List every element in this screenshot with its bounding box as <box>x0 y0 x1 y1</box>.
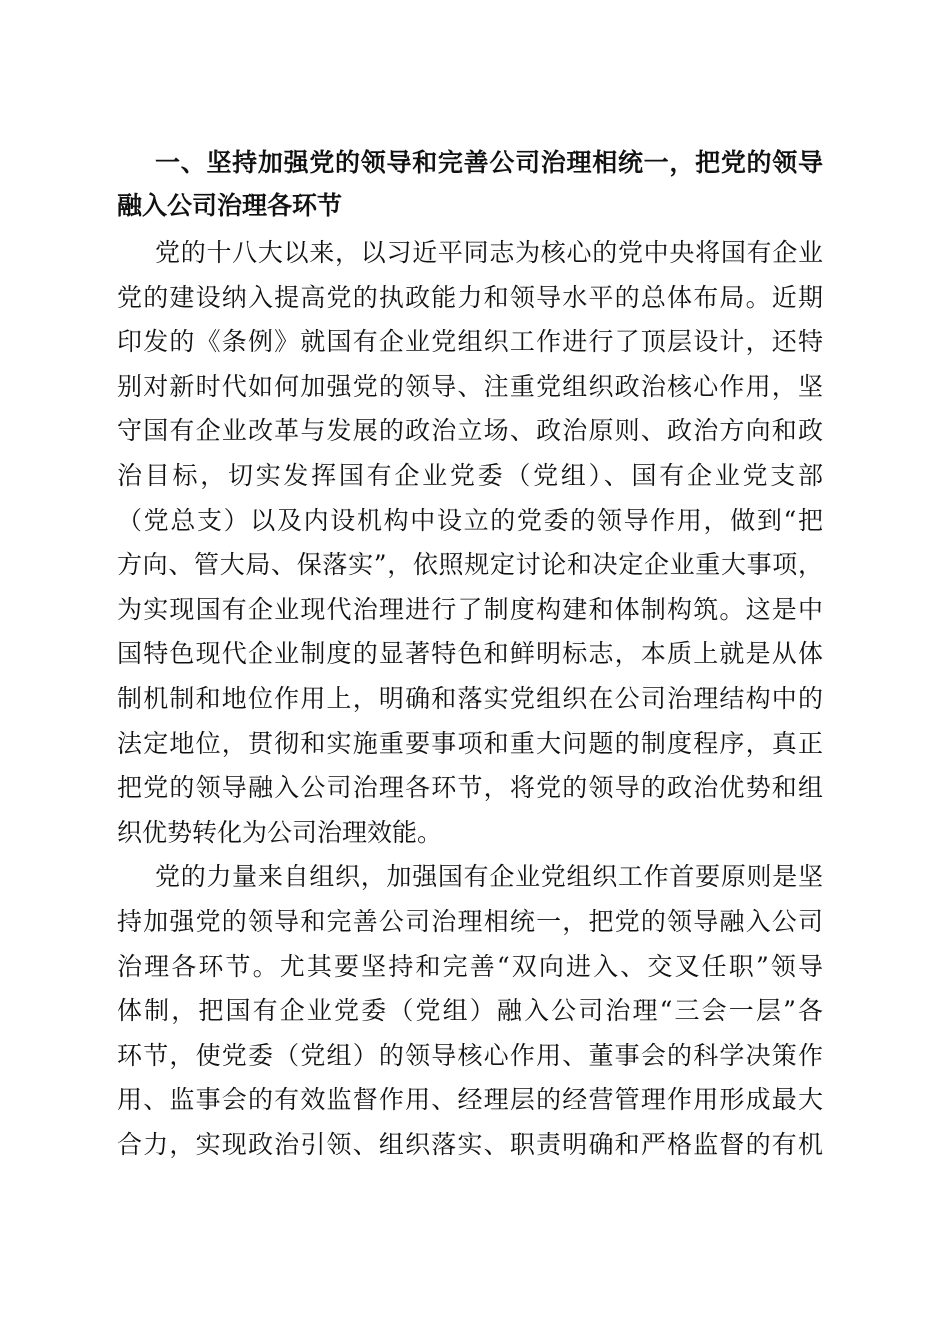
section-heading-line: 一、坚持加强党的领导和完善公司治理相统一，把党的领导 <box>155 148 823 177</box>
paragraph-line: 守国有企业改革与发展的政治立场、政治原则、政治方向和政 <box>117 416 823 445</box>
paragraph-line: 为实现国有企业现代治理进行了制度构建和体制构筑。这是中 <box>117 595 823 624</box>
paragraph-line: 治目标，切实发挥国有企业党委（党组）、国有企业党支部 <box>117 461 823 490</box>
paragraph-line: 党的建设纳入提高党的执政能力和领导水平的总体布局。近期 <box>117 283 823 312</box>
paragraph-line: 治理各环节。尤其要坚持和完善“双向进入、交叉任职”领导 <box>117 952 823 981</box>
paragraph-line: 国特色现代企业制度的显著特色和鲜明标志，本质上就是从体 <box>117 639 823 668</box>
paragraph-line: 织优势转化为公司治理效能。 <box>117 818 443 847</box>
paragraph-line: 把党的领导融入公司治理各环节，将党的领导的政治优势和组 <box>117 773 823 802</box>
paragraph-line: 别对新时代如何加强党的领导、注重党组织政治核心作用，坚 <box>117 372 823 401</box>
section-heading-line: 融入公司治理各环节 <box>117 191 343 220</box>
paragraph-line: 党的力量来自组织，加强国有企业党组织工作首要原则是坚 <box>155 862 823 891</box>
paragraph-line: 合力，实现政治引领、组织落实、职责明确和严格监督的有机 <box>117 1130 823 1159</box>
paragraph-line: （党总支）以及内设机构中设立的党委的领导作用，做到“把 <box>117 506 823 535</box>
paragraph-line: 持加强党的领导和完善公司治理相统一，把党的领导融入公司 <box>117 907 823 936</box>
paragraph-line: 印发的《条例》就国有企业党组织工作进行了顶层设计，还特 <box>117 327 823 356</box>
paragraph-line: 用、监事会的有效监督作用、经理层的经营管理作用形成最大 <box>117 1085 823 1114</box>
paragraph-line: 环节，使党委（党组）的领导核心作用、董事会的科学决策作 <box>117 1041 823 1070</box>
paragraph-line: 制机制和地位作用上，明确和落实党组织在公司治理结构中的 <box>117 684 823 713</box>
paragraph-line: 体制，把国有企业党委（党组）融入公司治理“三会一层”各 <box>117 996 823 1025</box>
paragraph-line: 法定地位，贯彻和实施重要事项和重大问题的制度程序，真正 <box>117 729 823 758</box>
paragraph-line: 方向、管大局、保落实”，依照规定讨论和决定企业重大事项， <box>117 550 823 579</box>
paragraph-line: 党的十八大以来，以习近平同志为核心的党中央将国有企业 <box>155 238 823 267</box>
